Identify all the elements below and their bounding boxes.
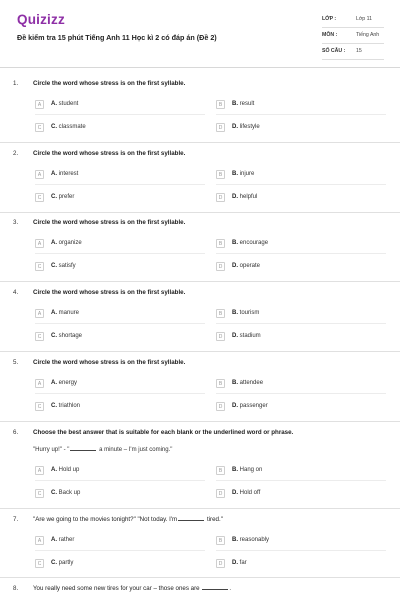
meta-value: Tiếng Anh <box>356 32 380 38</box>
question-prompt <box>33 446 172 453</box>
option-box: D <box>216 559 225 568</box>
option-a[interactable] <box>35 466 205 476</box>
question-text: Choose the best answer that is suitable for each blank or the underlined word or phrase. <box>33 429 294 436</box>
option-box: B <box>216 466 225 475</box>
question-number: 4. <box>13 289 19 296</box>
option-box: A <box>35 170 44 179</box>
question-divider <box>0 351 400 352</box>
option-letter: B. <box>232 310 238 316</box>
option-box: D <box>216 332 225 341</box>
option-divider <box>35 393 205 394</box>
question-divider <box>0 508 400 509</box>
option-box: A <box>35 379 44 388</box>
question-number: 1. <box>13 80 19 87</box>
meta-label: SỐ CÂU : <box>322 48 346 54</box>
option-label: satisfy <box>58 263 76 269</box>
prompt-text-before: "Hurry up!" - " <box>33 447 70 453</box>
option-label: classmate <box>58 124 86 130</box>
option-d[interactable] <box>216 262 386 272</box>
question-text-before: You really need some new tires for your car – those ones are <box>33 585 200 592</box>
option-c[interactable] <box>35 332 205 342</box>
option-divider <box>216 393 386 394</box>
question-divider <box>0 577 400 578</box>
option-c[interactable] <box>35 489 205 499</box>
option-divider <box>216 184 386 185</box>
option-box: B <box>216 170 225 179</box>
option-letter: A. <box>51 537 57 543</box>
option-label: manure <box>58 310 80 316</box>
option-c[interactable] <box>35 402 205 412</box>
option-letter: C. <box>51 124 57 130</box>
option-box: C <box>35 123 44 132</box>
option-c[interactable] <box>35 262 205 272</box>
option-letter: C. <box>51 490 57 496</box>
option-box: D <box>216 193 225 202</box>
answer-blank <box>202 585 228 590</box>
option-letter: C. <box>51 194 57 200</box>
option-label: energy <box>58 380 78 386</box>
option-divider <box>35 323 205 324</box>
option-letter: C. <box>51 333 57 339</box>
option-d[interactable] <box>216 559 386 569</box>
option-letter: D. <box>232 333 238 339</box>
meta-value: Lớp 11 <box>356 16 372 22</box>
option-divider <box>35 253 205 254</box>
question-number: 2. <box>13 150 19 157</box>
option-label: Hold up <box>58 467 80 473</box>
option-letter: B. <box>232 101 238 107</box>
option-letter: C. <box>51 263 57 269</box>
question-text-before: "Are we going to the movies tonight?" "Not today. I'm <box>33 516 178 523</box>
answer-blank <box>70 446 96 451</box>
option-d[interactable] <box>216 123 386 133</box>
question-text: Circle the word whose stress is on the first syllable. <box>33 219 186 226</box>
option-a[interactable] <box>35 239 205 249</box>
option-label: far <box>239 560 247 566</box>
option-box: B <box>216 309 225 318</box>
option-box: D <box>216 123 225 132</box>
option-letter: B. <box>232 240 238 246</box>
option-divider <box>216 323 386 324</box>
meta-row-subject <box>322 28 384 44</box>
answer-blank <box>178 516 204 521</box>
option-letter: A. <box>51 240 57 246</box>
option-label: rather <box>58 537 75 543</box>
question-text-after: . <box>229 585 232 592</box>
question-text: Circle the word whose stress is on the first syllable. <box>33 150 186 157</box>
option-a[interactable] <box>35 309 205 319</box>
option-b[interactable] <box>216 536 386 546</box>
option-divider <box>216 114 386 115</box>
question-divider <box>0 142 400 143</box>
option-label: tourism <box>239 310 260 316</box>
question-divider <box>0 421 400 422</box>
option-box: C <box>35 332 44 341</box>
option-divider <box>216 550 386 551</box>
option-c[interactable] <box>35 193 205 203</box>
option-label: operate <box>239 263 261 269</box>
option-box: C <box>35 262 44 271</box>
question-text: Circle the word whose stress is on the first syllable. <box>33 80 186 87</box>
option-box: A <box>35 239 44 248</box>
option-letter: A. <box>51 467 57 473</box>
option-b[interactable] <box>216 100 386 110</box>
option-box: A <box>35 466 44 475</box>
option-label: Hang on <box>239 467 263 473</box>
question-number: 5. <box>13 359 19 366</box>
option-b[interactable] <box>216 379 386 389</box>
option-label: Back up <box>58 490 81 496</box>
option-letter: A. <box>51 310 57 316</box>
option-d[interactable] <box>216 489 386 499</box>
question-number: 8. <box>13 585 19 592</box>
option-box: C <box>35 193 44 202</box>
option-letter: C. <box>51 560 57 566</box>
option-a[interactable] <box>35 536 205 546</box>
option-label: attendee <box>239 380 264 386</box>
option-a[interactable] <box>35 379 205 389</box>
option-box: B <box>216 100 225 109</box>
question-text <box>33 585 231 592</box>
document-title: Đề kiểm tra 15 phút Tiếng Anh 11 Học kì 2 có đáp án (Đề 2) <box>17 33 217 42</box>
option-box: C <box>35 489 44 498</box>
option-label: interest <box>58 171 79 177</box>
question-divider <box>0 281 400 282</box>
option-divider <box>35 550 205 551</box>
option-label: student <box>58 101 79 107</box>
quizizz-logo: Quizizz <box>17 12 65 27</box>
option-box: D <box>216 402 225 411</box>
option-label: passenger <box>239 403 268 409</box>
option-label: shortage <box>58 333 83 339</box>
option-label: stadium <box>239 333 261 339</box>
option-divider <box>216 480 386 481</box>
option-label: reasonably <box>239 537 270 543</box>
option-label: Hold off <box>239 490 261 496</box>
meta-value: 15 <box>356 48 362 54</box>
question-text <box>33 516 223 523</box>
option-letter: D. <box>232 194 238 200</box>
option-b[interactable] <box>216 466 386 476</box>
prompt-text-after: a minute – I'm just coming." <box>99 447 173 453</box>
option-d[interactable] <box>216 193 386 203</box>
question-text: Circle the word whose stress is on the first syllable. <box>33 289 186 296</box>
option-a[interactable] <box>35 100 205 110</box>
question-number: 3. <box>13 219 19 226</box>
option-letter: A. <box>51 101 57 107</box>
option-label: prefer <box>58 194 75 200</box>
option-letter: A. <box>51 171 57 177</box>
meta-label: LỚP : <box>322 16 337 22</box>
option-box: B <box>216 379 225 388</box>
option-label: injure <box>239 171 255 177</box>
option-label: lifestyle <box>239 124 260 130</box>
option-divider <box>35 184 205 185</box>
option-letter: C. <box>51 403 57 409</box>
option-b[interactable] <box>216 239 386 249</box>
option-letter: D. <box>232 560 238 566</box>
option-box: C <box>35 559 44 568</box>
option-letter: B. <box>232 171 238 177</box>
question-number: 6. <box>13 429 19 436</box>
option-a[interactable] <box>35 170 205 180</box>
option-letter: B. <box>232 380 238 386</box>
meta-row-count <box>322 44 384 60</box>
option-b[interactable] <box>216 170 386 180</box>
option-box: A <box>35 100 44 109</box>
option-divider <box>216 253 386 254</box>
option-box: C <box>35 402 44 411</box>
question-divider <box>0 212 400 213</box>
header-divider <box>0 67 400 68</box>
option-box: B <box>216 536 225 545</box>
option-box: D <box>216 489 225 498</box>
option-letter: A. <box>51 380 57 386</box>
question-number: 7. <box>13 516 19 523</box>
option-label: partly <box>58 560 74 566</box>
option-label: triathlon <box>58 403 81 409</box>
option-label: encourage <box>239 240 269 246</box>
option-letter: D. <box>232 490 238 496</box>
option-box: A <box>35 536 44 545</box>
option-divider <box>35 114 205 115</box>
question-text-after: tired." <box>206 516 223 523</box>
meta-label: MÔN : <box>322 32 338 38</box>
option-d[interactable] <box>216 332 386 342</box>
option-d[interactable] <box>216 402 386 412</box>
option-letter: B. <box>232 537 238 543</box>
option-label: result <box>239 101 255 107</box>
option-letter: D. <box>232 403 238 409</box>
worksheet-meta <box>322 15 384 60</box>
option-letter: B. <box>232 467 238 473</box>
option-box: B <box>216 239 225 248</box>
option-box: A <box>35 309 44 318</box>
option-c[interactable] <box>35 123 205 133</box>
question-text: Circle the word whose stress is on the first syllable. <box>33 359 186 366</box>
option-b[interactable] <box>216 309 386 319</box>
meta-row-class <box>322 15 384 28</box>
option-letter: D. <box>232 124 238 130</box>
option-letter: D. <box>232 263 238 269</box>
option-label: helpful <box>239 194 258 200</box>
option-divider <box>35 480 205 481</box>
option-c[interactable] <box>35 559 205 569</box>
option-label: organize <box>58 240 82 246</box>
option-box: D <box>216 262 225 271</box>
